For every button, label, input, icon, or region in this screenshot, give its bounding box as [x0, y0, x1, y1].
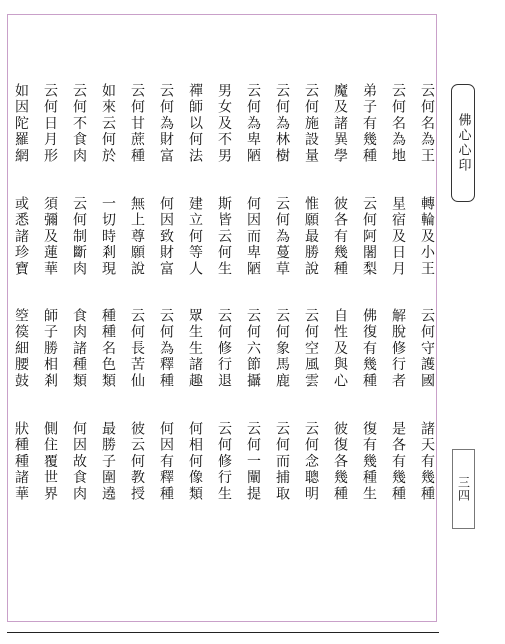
- verse-line: 男女及不男: [216, 83, 232, 165]
- verse-line: 云何阿闍梨: [361, 196, 377, 278]
- verse-line: 無上尊願說: [129, 196, 145, 278]
- verse-line: 云何甘蔗種: [129, 83, 145, 165]
- verse-line: 自性及與心: [332, 308, 348, 390]
- verse-line: 云何為財富: [158, 83, 174, 165]
- verse-line: 彼云何教授: [129, 421, 145, 503]
- verse-line: 云何修行退: [216, 308, 232, 390]
- verse-line: 如來云何於: [100, 83, 116, 165]
- verse-line: 復有幾種生: [361, 421, 377, 503]
- title-tab: [451, 84, 475, 202]
- verse-line: 云何為釋種: [158, 308, 174, 390]
- verse-line: 云何長苦仙: [129, 308, 145, 390]
- verse-line: 箜篌細腰鼓: [13, 308, 29, 390]
- verse-line: 何因故食肉: [71, 421, 87, 503]
- verse-line: 云何空風雲: [303, 308, 319, 390]
- verse-line: 魔及諸異學: [332, 83, 348, 165]
- verse-line: 佛復有幾種: [361, 308, 377, 390]
- verse-line: 何因致財富: [158, 196, 174, 278]
- verse-line: 云何一闡提: [245, 421, 261, 503]
- verse-line: 建立何等人: [187, 196, 203, 278]
- verse-line: 云何象馬鹿: [274, 308, 290, 390]
- verse-line: 云何為林樹: [274, 83, 290, 165]
- verse-line: 星宿及日月: [390, 196, 406, 278]
- verse-line: 云何日月形: [42, 83, 58, 165]
- verse-line: 解脫修行者: [390, 308, 406, 390]
- verse-line: 最勝子圍遶: [100, 421, 116, 503]
- verse-line: 諸天有幾種: [419, 421, 435, 503]
- verse-line: 云何施設量: [303, 83, 319, 165]
- book-title: 佛心心印: [455, 113, 471, 173]
- verse-line: 云何為蔓草: [274, 196, 290, 278]
- verse-line: 須彌及蓮華: [42, 196, 58, 278]
- page-number: 三四: [456, 476, 471, 502]
- verse-line: 側住覆世界: [42, 421, 58, 503]
- verse-line: 惟願最勝說: [303, 196, 319, 278]
- verse-line: 禪師以何法: [187, 83, 203, 165]
- verse-line: 轉輪及小王: [419, 196, 435, 278]
- bottom-rule: [7, 632, 439, 633]
- verse-line: 云何而捕取: [274, 421, 290, 503]
- verse-line: 云何不食肉: [71, 83, 87, 165]
- verse-line: 或悉諸珍寶: [13, 196, 29, 278]
- verse-line: 何相何像類: [187, 421, 203, 503]
- verse-line: 種種名色類: [100, 308, 116, 390]
- verse-line: 斯皆云何生: [216, 196, 232, 278]
- verse-line: 何因有釋種: [158, 421, 174, 503]
- verse-line: 一切時剎現: [100, 196, 116, 278]
- verse-line: 云何名為王: [419, 83, 435, 165]
- verse-line: 云何念聰明: [303, 421, 319, 503]
- verse-line: 彼各有幾種: [332, 196, 348, 278]
- verse-line: 是各有幾種: [390, 421, 406, 503]
- verse-text-block: [10, 83, 436, 523]
- verse-line: 云何制斷肉: [71, 196, 87, 278]
- verse-line: 云何六節攝: [245, 308, 261, 390]
- verse-line: 云何守護國: [419, 308, 435, 390]
- verse-line: 眾生生諸趣: [187, 308, 203, 390]
- verse-line: 弟子有幾種: [361, 83, 377, 165]
- verse-line: 食肉諸種類: [71, 308, 87, 390]
- verse-line: 彼復各幾種: [332, 421, 348, 503]
- verse-line: 師子勝相剎: [42, 308, 58, 390]
- verse-line: 云何修行生: [216, 421, 232, 503]
- verse-line: 云何為卑陋: [245, 83, 261, 165]
- verse-line: 狀種種諸華: [13, 421, 29, 503]
- verse-line: 何因而卑陋: [245, 196, 261, 278]
- verse-line: 如因陀羅網: [13, 83, 29, 165]
- page-number-tab: [452, 449, 475, 529]
- verse-line: 云何名為地: [390, 83, 406, 165]
